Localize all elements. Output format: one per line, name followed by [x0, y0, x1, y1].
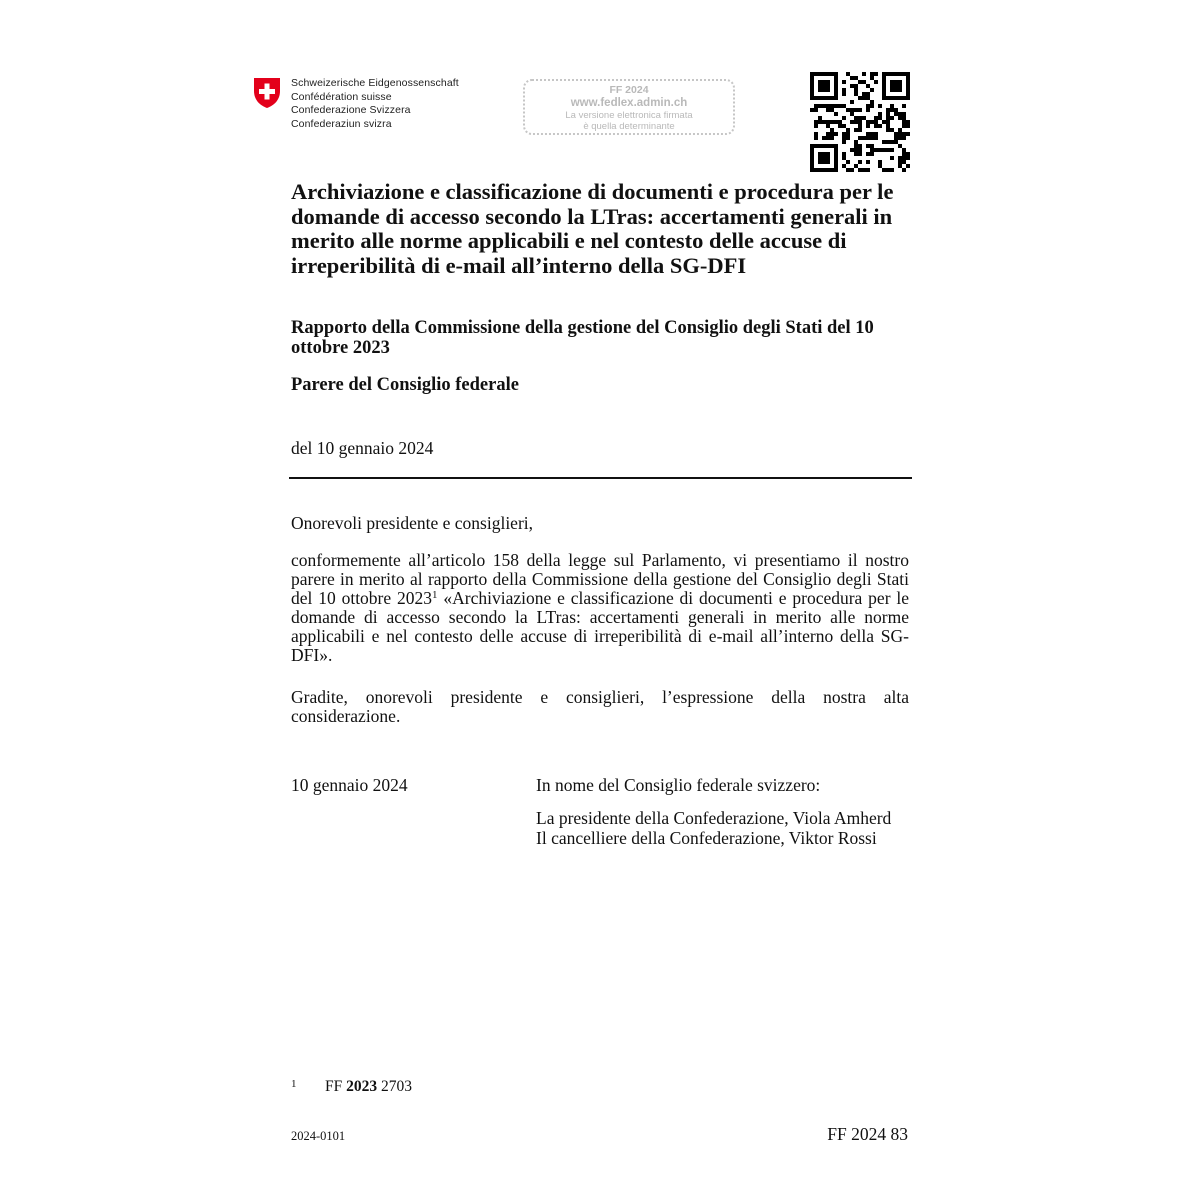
stamp-line-3: La versione elettronica firmata — [565, 110, 693, 121]
stamp-line-4: è quella determinante — [583, 121, 675, 132]
confederation-line-de: Schweizerische Eidgenossenschaft — [291, 77, 459, 89]
report-subtitle: Rapporto della Commissione della gestione del Consiglio degli Stati del 10 ottobre 2023 — [291, 318, 874, 358]
qr-code-icon — [810, 72, 910, 172]
opinion-heading: Parere del Consiglio federale — [291, 375, 519, 395]
para1-text-before: conformemente all’articolo 158 della legge sul Parlamento, vi presentiamo il nostro parere in merito al rapporto della Commissione della gestione del Consiglio degli Stati del 10 ottobre 2023 — [291, 550, 909, 608]
body-paragraph-1 — [291, 551, 909, 665]
stamp-line-1: FF 2024 — [609, 84, 649, 96]
fedlex-stamp — [523, 79, 735, 135]
document-code: 2024-0101 — [291, 1129, 346, 1143]
signature-chancellor: Il cancelliere della Confederazione, Viktor Rossi — [536, 828, 877, 848]
para1-text-after: «Archiviazione e classificazione di documenti e procedura per le domande di accesso secondo la LTras: accertamenti generali in merito alle norme applicabili e nel contesto delle accuse di irreperibilità di e-mail all’interno della SG-DFI». — [291, 588, 910, 665]
signature-date: 10 gennaio 2024 — [291, 775, 408, 795]
document-date: del 10 gennaio 2024 — [291, 438, 434, 458]
confederation-line-rm: Confederaziun svizra — [291, 117, 392, 130]
page-reference: FF 2024 83 — [827, 1124, 908, 1144]
footnote — [291, 1078, 412, 1096]
salutation: Onorevoli presidente e consiglieri, — [291, 513, 534, 533]
confederation-line-it: Confederazione Svizzera — [291, 104, 411, 116]
swiss-crest-logo — [253, 77, 281, 109]
footnote-year: 2023 — [346, 1078, 378, 1095]
body-paragraph-2: Gradite, onorevoli presidente e consiglieri, l’espressione della nostra alta considerazione. — [291, 687, 909, 726]
confederation-names — [291, 77, 459, 131]
footnote-page: 2703 — [377, 1078, 412, 1095]
footnote-prefix: FF — [325, 1078, 347, 1095]
signature-president: La presidente della Confederazione, Viola Amherd — [536, 808, 892, 828]
divider — [289, 477, 912, 479]
footnote-number: 1 — [291, 1078, 297, 1090]
document-title: Archiviazione e classificazione di documenti e procedura per le domande di accesso secondo la LTras: accertamenti generali in merito alle norme applicabili e nel contesto delle accuse di irreperibilità di e-mail all’interno della SG-DFI — [291, 179, 894, 278]
confederation-line-fr: Confédération suisse — [291, 90, 392, 103]
stamp-url: www.fedlex.admin.ch — [570, 97, 688, 109]
signature-intro: In nome del Consiglio federale svizzero: — [536, 775, 821, 795]
footnote-ref[interactable]: 1 — [432, 589, 438, 601]
